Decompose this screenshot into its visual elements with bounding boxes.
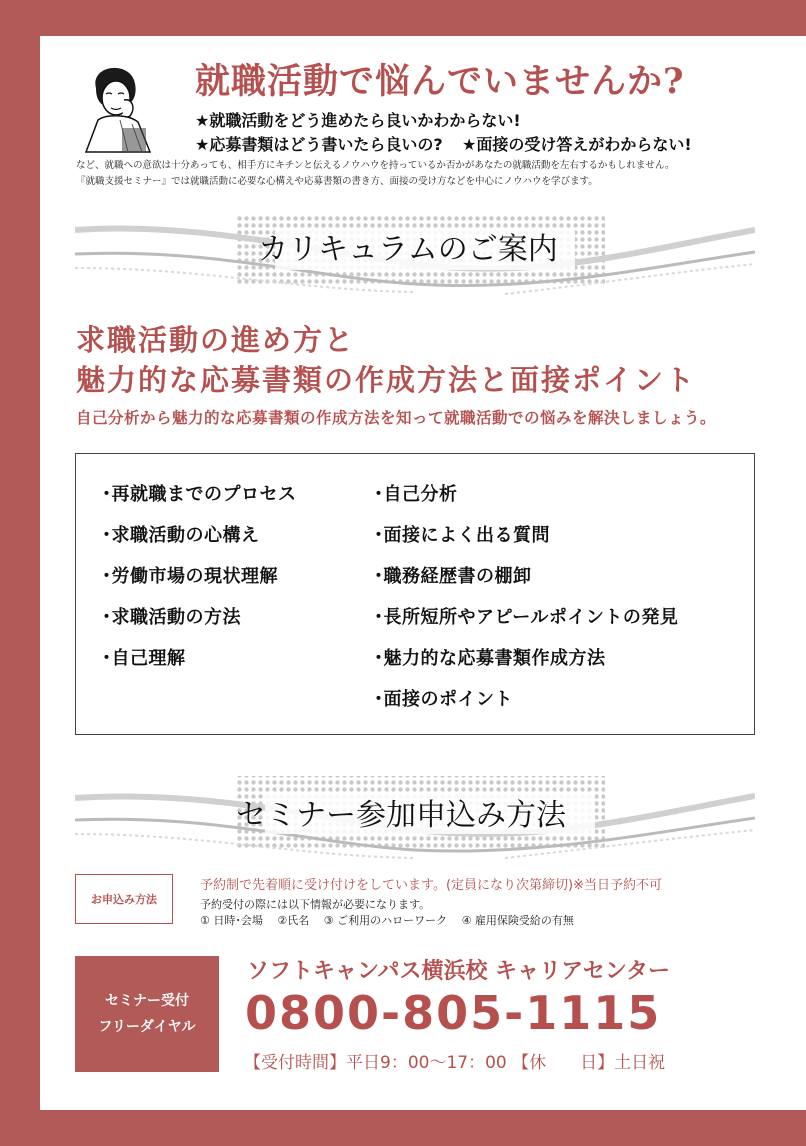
curriculum-item: ･職務経歴書の棚卸 [374, 566, 532, 587]
curriculum-item: ･求職活動の方法 [102, 607, 241, 628]
curriculum-item: ･自己分析 [374, 484, 458, 505]
curriculum-item: ･自己理解 [102, 648, 186, 669]
concern-1: ★就職活動をどう進めたら良いかわからない! [195, 111, 521, 130]
curriculum-section-title: カリキュラムのご案内 [258, 232, 558, 267]
freedial-line-1: セミナー受付 [105, 993, 189, 1009]
page-title: 就職活動で悩んでいませんか? [195, 61, 685, 102]
lead-text-1: など、就職への意欲は十分あっても、相手方にキチンと伝えるノウハウを持っているか否かがあなたの就職活動を左右するかもしれません。 [76, 160, 675, 171]
lead-text-2: 『就職支援セミナー』では就職活動に必要な心構えや応募書類の書き方、面接の受け方などを中心にノウハウを学びます。 [76, 176, 598, 187]
freedial-badge [75, 956, 219, 1072]
freedial-line-2: フリーダイヤル [98, 1019, 196, 1035]
curriculum-item: ･面接のポイント [374, 689, 513, 710]
concern-2: ★応募書類はどう書いたら良いの? [195, 135, 443, 154]
curriculum-heading-2: 魅力的な応募書類の作成方法と面接ポイント [76, 363, 697, 397]
curriculum-item: ･求職活動の心構え [102, 525, 260, 546]
curriculum-heading-1: 求職活動の進め方と [76, 323, 356, 357]
curriculum-list-box [75, 453, 755, 735]
curriculum-item: ･魅力的な応募書類作成方法 [374, 648, 606, 669]
application-section-title: セミナー参加申込み方法 [236, 798, 566, 833]
application-method-tag: お申込み方法 [75, 874, 173, 924]
worried-woman-illustration [76, 58, 162, 154]
curriculum-item: ･再就職までのプロセス [102, 484, 297, 505]
curriculum-item: ･労働市場の現状理解 [102, 566, 278, 587]
application-requirements: ① 日時･会場 ②氏名 ③ ご利用のハローワーク ④ 雇用保険受給の有無 [200, 914, 574, 927]
concern-3: ★面接の受け答えがわからない! [462, 135, 692, 154]
curriculum-item: ･長所短所やアピールポイントの発見 [374, 607, 679, 628]
application-sub-note: 予約受付の際には以下情報が必要になります。 [200, 898, 431, 911]
business-hours: 【受付時間】平日9：00〜17：00 【休 日】土日祝 [244, 1053, 666, 1073]
application-note: 予約制で先着順に受け付けをしています。(定員になり次第締切)※当日予約不可 [200, 878, 662, 893]
curriculum-subheading: 自己分析から魅力的な応募書類の作成方法を知って就職活動での悩みを解決しましょう。 [76, 409, 717, 427]
curriculum-item: ･面接によく出る質問 [374, 525, 550, 546]
center-name: ソフトキャンパス横浜校 キャリアセンター [247, 959, 671, 984]
phone-number[interactable]: 0800-805-1115 [245, 986, 662, 1040]
flyer-sheet [40, 36, 806, 1110]
